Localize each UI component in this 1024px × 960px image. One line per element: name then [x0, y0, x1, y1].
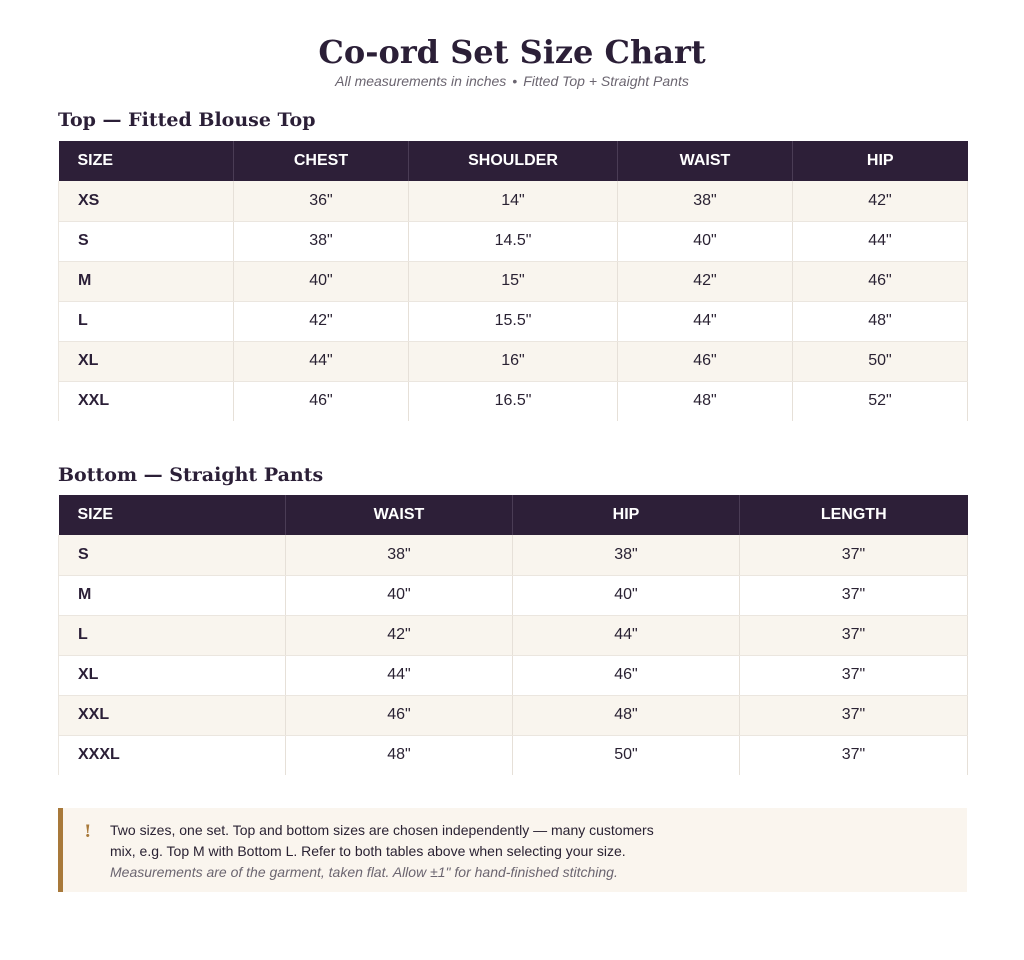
bottom-table-header-row: [59, 495, 968, 535]
top-table-row: [59, 261, 968, 301]
top-row-size-cell: XS: [59, 181, 234, 221]
bottom-row-size-cell: S: [59, 535, 286, 575]
top-measurement-cell: 14": [409, 181, 618, 221]
top-table-header-row: [59, 141, 968, 181]
bottom-row-size-cell: L: [59, 615, 286, 655]
bottom-col-size: SIZE: [59, 495, 286, 535]
subtitle-units: All measurements in inches: [335, 73, 507, 89]
bottom-measurement-cell: 42": [286, 615, 513, 655]
bottom-measurement-cell: 40": [513, 575, 740, 615]
bottom-table-row: [59, 615, 968, 655]
top-row-size-cell: M: [59, 261, 234, 301]
top-col-waist: WAIST: [618, 141, 793, 181]
bottom-col-hip: HIP: [513, 495, 740, 535]
bottom-measurement-cell: 40": [286, 575, 513, 615]
bottom-measurement-cell: 37": [740, 615, 968, 655]
bottom-row-size-cell: XXXL: [59, 735, 286, 775]
bottom-measurement-cell: 38": [286, 535, 513, 575]
top-col-shoulder: SHOULDER: [409, 141, 618, 181]
subtitle-separator: •: [512, 73, 518, 89]
top-measurement-cell: 46": [234, 381, 409, 421]
bottom-table-row: [59, 655, 968, 695]
top-measurement-cell: 48": [618, 381, 793, 421]
top-measurement-cell: 15": [409, 261, 618, 301]
top-measurement-cell: 15.5": [409, 301, 618, 341]
top-table-row: [59, 301, 968, 341]
top-measurement-cell: 42": [793, 181, 968, 221]
bottom-row-size-cell: XXL: [59, 695, 286, 735]
exclamation-icon: !: [84, 822, 92, 842]
top-measurement-cell: 48": [793, 301, 968, 341]
top-measurement-cell: 42": [618, 261, 793, 301]
bottom-col-length: LENGTH: [740, 495, 968, 535]
top-col-hip: HIP: [793, 141, 968, 181]
bottom-table-row: [59, 535, 968, 575]
sizing-note-fine-print: Measurements are of the garment, taken flat. Allow ±1" for hand-finished stitching.: [110, 864, 618, 880]
bottom-measurement-cell: 38": [513, 535, 740, 575]
bottom-measurement-cell: 44": [286, 655, 513, 695]
bottom-measurement-cell: 46": [513, 655, 740, 695]
bottom-measurement-cell: 46": [286, 695, 513, 735]
top-table-row: [59, 341, 968, 381]
top-row-size-cell: L: [59, 301, 234, 341]
top-measurement-cell: 38": [234, 221, 409, 261]
bottom-row-size-cell: M: [59, 575, 286, 615]
top-table-row: [59, 381, 968, 421]
top-measurement-cell: 42": [234, 301, 409, 341]
top-row-size-cell: S: [59, 221, 234, 261]
top-measurement-cell: 46": [618, 341, 793, 381]
bottom-size-table: [58, 495, 968, 775]
page-title: Co-ord Set Size Chart: [318, 33, 706, 71]
top-measurement-cell: 36": [234, 181, 409, 221]
top-row-size-cell: XL: [59, 341, 234, 381]
bottom-measurement-cell: 44": [513, 615, 740, 655]
bottom-row-size-cell: XL: [59, 655, 286, 695]
top-col-size: SIZE: [59, 141, 234, 181]
top-measurement-cell: 44": [618, 301, 793, 341]
top-size-table: [58, 141, 968, 421]
bottom-measurement-cell: 48": [513, 695, 740, 735]
bottom-table-row: [59, 735, 968, 775]
bottom-measurement-cell: 50": [513, 735, 740, 775]
top-measurement-cell: 52": [793, 381, 968, 421]
top-measurement-cell: 14.5": [409, 221, 618, 261]
bottom-measurement-cell: 37": [740, 695, 968, 735]
top-table-row: [59, 221, 968, 261]
bottom-table-row: [59, 695, 968, 735]
top-measurement-cell: 40": [618, 221, 793, 261]
top-measurement-cell: 50": [793, 341, 968, 381]
bottom-measurement-cell: 37": [740, 735, 968, 775]
page-subtitle: [0, 72, 1024, 90]
subtitle-products: Fitted Top + Straight Pants: [523, 73, 689, 89]
bottom-measurement-cell: 37": [740, 535, 968, 575]
top-measurement-cell: 40": [234, 261, 409, 301]
top-measurement-cell: 16.5": [409, 381, 618, 421]
top-table-row: [59, 181, 968, 221]
top-col-chest: CHEST: [234, 141, 409, 181]
top-measurement-cell: 16": [409, 341, 618, 381]
bottom-measurement-cell: 37": [740, 575, 968, 615]
sizing-note: [58, 808, 967, 892]
top-row-size-cell: XXL: [59, 381, 234, 421]
top-measurement-cell: 44": [234, 341, 409, 381]
bottom-col-waist: WAIST: [286, 495, 513, 535]
top-measurement-cell: 46": [793, 261, 968, 301]
top-section-heading: Top — Fitted Blouse Top: [58, 109, 316, 131]
bottom-measurement-cell: 37": [740, 655, 968, 695]
bottom-table-row: [59, 575, 968, 615]
bottom-section-heading: Bottom — Straight Pants: [58, 464, 324, 486]
sizing-note-text: Two sizes, one set. Top and bottom sizes are chosen independently — many customers mix, e.g. Top M with Bottom L. Refer to both tables above when selecting your size.: [110, 822, 654, 859]
top-measurement-cell: 38": [618, 181, 793, 221]
bottom-measurement-cell: 48": [286, 735, 513, 775]
top-measurement-cell: 44": [793, 221, 968, 261]
